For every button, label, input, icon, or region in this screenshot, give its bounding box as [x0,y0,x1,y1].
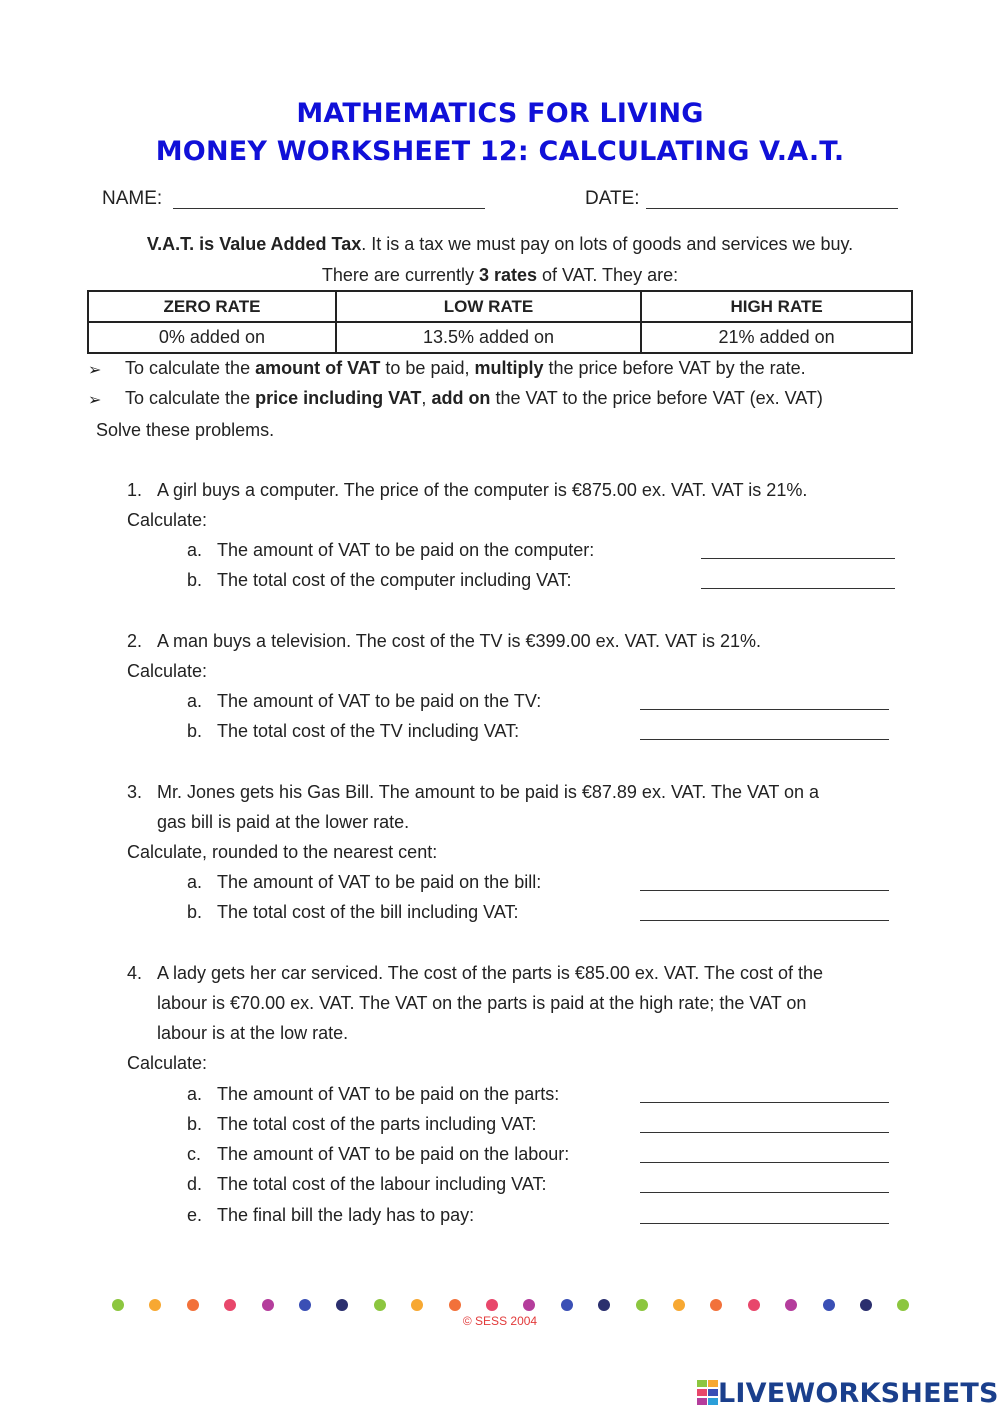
liveworksheets-logo-icon [697,1380,719,1406]
bullet-arrow-icon: ➢ [88,362,102,379]
question-number: 4. [127,963,143,983]
item-letter: a. [187,872,203,892]
date-label: DATE: [585,188,640,209]
decorative-dot [636,1299,648,1311]
decorative-dot [411,1299,423,1311]
intro-line-2: There are currently 3 rates of VAT. They are: [321,265,679,285]
item-letter: a. [187,1084,203,1104]
decorative-dot [336,1299,348,1311]
answer-field-3b[interactable] [640,920,889,921]
item-letter: a. [187,540,203,560]
name-label: NAME: [102,188,163,209]
decorative-dot [897,1299,909,1311]
item-letter: b. [187,570,203,590]
date-field[interactable] [646,208,898,209]
question-4-text-line-2: labour is €70.00 ex. VAT. The VAT on the parts is paid at the high rate; the VAT on [157,993,807,1013]
item-letter: e. [187,1205,203,1225]
instruction-1: To calculate the amount of VAT to be paid, multiply the price before VAT by the rate. [125,358,806,378]
solve-instruction: Solve these problems. [96,420,275,440]
answer-field-4c[interactable] [640,1162,889,1163]
item-letter: b. [187,902,203,922]
question-number: 3. [127,782,143,802]
page-title: MATHEMATICS FOR LIVING [296,98,704,129]
intro-line-1: V.A.T. is Value Added Tax. It is a tax we must pay on lots of goods and services we buy. [146,234,854,254]
item-text: The total cost of the bill including VAT: [217,902,519,922]
name-field[interactable] [173,208,485,209]
worksheet-subtitle: MONEY WORKSHEET 12: CALCULATING V.A.T. [155,136,845,167]
instruction-2: To calculate the price including VAT, add on the VAT to the price before VAT (ex. VAT) [125,388,823,408]
decorative-dot [710,1299,722,1311]
calculate-label: Calculate: [127,661,208,681]
item-letter: b. [187,721,203,741]
decorative-dot [299,1299,311,1311]
question-1-text: A girl buys a computer. The price of the computer is €875.00 ex. VAT. VAT is 21%. [157,480,808,500]
question-4-text-line-3: labour is at the low rate. [157,1023,349,1043]
item-letter: a. [187,691,203,711]
vat-rates-table [87,290,913,354]
question-3-text-line-2: gas bill is paid at the lower rate. [157,812,410,832]
answer-field-4a[interactable] [640,1102,889,1103]
item-text: The amount of VAT to be paid on the TV: [217,691,542,711]
question-3-text-line-1: Mr. Jones gets his Gas Bill. The amount to be paid is €87.89 ex. VAT. The VAT on a [157,782,820,802]
answer-field-4e[interactable] [640,1223,889,1224]
question-number: 1. [127,480,143,500]
item-letter: b. [187,1114,203,1134]
item-text: The total cost of the labour including VAT: [217,1174,547,1194]
calculate-label: Calculate: [127,1053,208,1073]
answer-field-4d[interactable] [640,1192,889,1193]
answer-field-2a[interactable] [640,709,889,710]
decorative-dot [187,1299,199,1311]
brand-wordmark: LIVEWORKSHEETS [718,1378,999,1409]
value-zero-rate: 0% added on [88,322,336,353]
item-text: The amount of VAT to be paid on the computer: [217,540,595,560]
item-text: The amount of VAT to be paid on the labour: [217,1144,570,1164]
decorative-dot [860,1299,872,1311]
calculate-label: Calculate, rounded to the nearest cent: [127,842,438,862]
copyright-text: © SESS 2004 [462,1314,538,1328]
value-low-rate: 13.5% added on [336,322,641,353]
table-header-row [88,291,912,322]
item-text: The total cost of the computer including VAT: [217,570,572,590]
decorative-dot [598,1299,610,1311]
decorative-dot [561,1299,573,1311]
question-4-text-line-1: A lady gets her car serviced. The cost of the parts is €85.00 ex. VAT. The cost of the [157,963,824,983]
item-text: The total cost of the TV including VAT: [217,721,520,741]
answer-field-1a[interactable] [701,558,895,559]
question-2-text: A man buys a television. The cost of the TV is €399.00 ex. VAT. VAT is 21%. [157,631,761,651]
answer-field-1b[interactable] [701,588,895,589]
question-number: 2. [127,631,143,651]
item-text: The amount of VAT to be paid on the bill: [217,872,542,892]
table-row [88,322,912,353]
decorative-dot [224,1299,236,1311]
decorative-dot [149,1299,161,1311]
decorative-dot [673,1299,685,1311]
header-zero-rate: ZERO RATE [88,291,336,322]
decorative-dot-row [112,1299,912,1313]
answer-field-3a[interactable] [640,890,889,891]
item-text: The total cost of the parts including VAT: [217,1114,537,1134]
decorative-dot [748,1299,760,1311]
decorative-dot [523,1299,535,1311]
answer-field-2b[interactable] [640,739,889,740]
bullet-arrow-icon: ➢ [88,392,102,409]
item-text: The final bill the lady has to pay: [217,1205,475,1225]
calculate-label: Calculate: [127,510,208,530]
item-letter: d. [187,1174,203,1194]
value-high-rate: 21% added on [641,322,912,353]
header-high-rate: HIGH RATE [641,291,912,322]
decorative-dot [785,1299,797,1311]
item-text: The amount of VAT to be paid on the parts: [217,1084,560,1104]
header-low-rate: LOW RATE [336,291,641,322]
decorative-dot [262,1299,274,1311]
decorative-dot [112,1299,124,1311]
decorative-dot [374,1299,386,1311]
answer-field-4b[interactable] [640,1132,889,1133]
item-letter: c. [187,1144,202,1164]
decorative-dot [449,1299,461,1311]
decorative-dot [823,1299,835,1311]
decorative-dot [486,1299,498,1311]
